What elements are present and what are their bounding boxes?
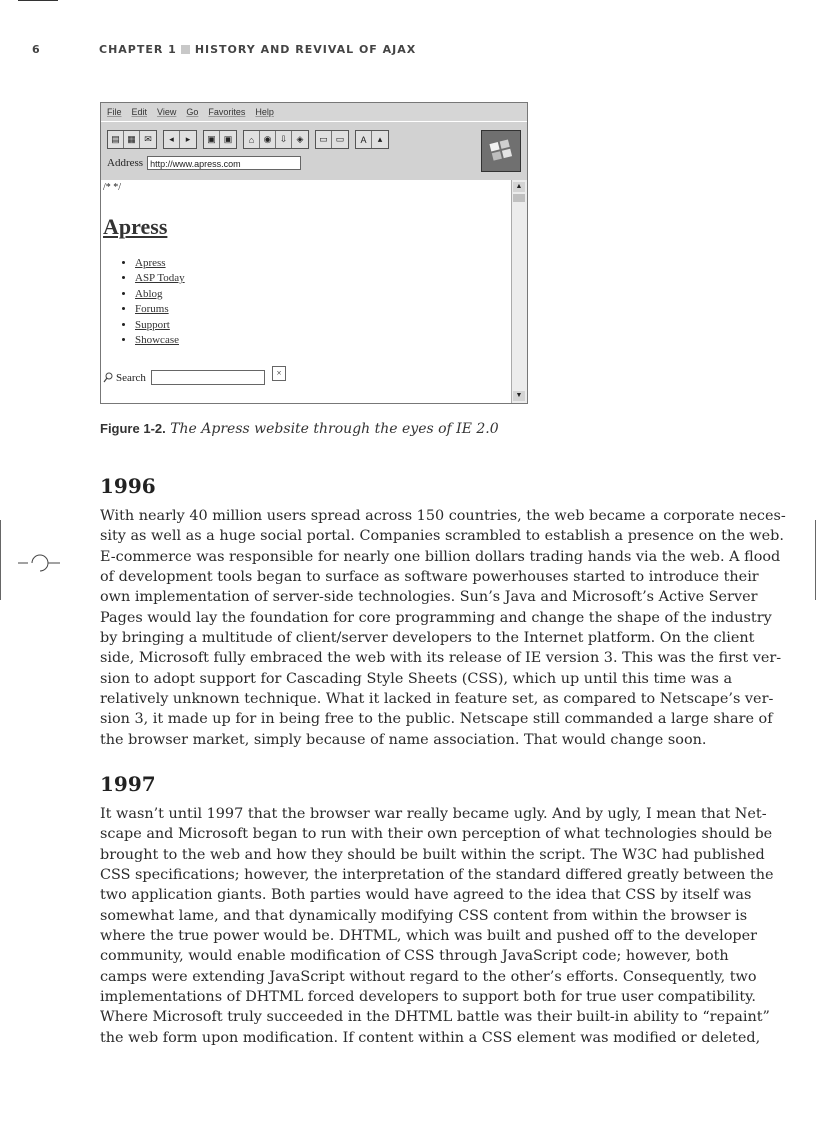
download-icon: ⇩ — [276, 131, 292, 148]
text-line: camps were extending JavaScript without regard to the other’s efforts. Consequently, two — [100, 968, 757, 985]
file-button-group — [107, 130, 157, 149]
chapter-heading — [99, 43, 416, 56]
address-label: Address — [107, 157, 144, 169]
site-links — [121, 256, 185, 348]
link-apress: Apress — [135, 257, 166, 269]
menu-item-help: Help — [255, 107, 274, 117]
caption-text: The Apress website through the eyes of IE 2.0 — [170, 421, 499, 437]
page-content — [101, 180, 511, 403]
section-body-1997 — [100, 804, 774, 1048]
menu-bar — [101, 103, 527, 121]
scroll-thumb — [513, 194, 525, 202]
forward-icon: ▸ — [185, 134, 191, 144]
list-item — [135, 302, 185, 317]
text-line: sion to adopt support for Cascading Style Sheets (CSS), which up until this time was a — [100, 670, 733, 687]
text-line: sity as well as a huge social portal. Companies scrambled to establish a presence on the web. — [100, 528, 784, 545]
favorites-icon: ◈ — [296, 134, 304, 144]
text-line: somewhat lame, and that dynamically modifying CSS content from within the browser is — [100, 907, 748, 924]
font-size-small-icon: ▴ — [377, 134, 383, 144]
link-ablog: Ablog — [135, 287, 163, 300]
chapter-label: CHAPTER 1 — [99, 43, 177, 56]
edit-button-group — [315, 130, 349, 149]
list-item — [135, 333, 185, 348]
text-line: sion 3, it made up for in being free to the public. Netscape still commanded a large share of — [100, 711, 773, 728]
browser-screenshot — [100, 102, 528, 404]
page-number: 6 — [32, 43, 41, 56]
search-icon: ◉ — [260, 131, 276, 148]
windows-logo-icon — [481, 130, 521, 172]
figure-caption — [100, 421, 499, 437]
home-icon: ⌂ — [244, 131, 260, 148]
back-icon: ◂ — [164, 131, 180, 148]
crop-mark-top — [18, 0, 58, 1]
list-item — [135, 271, 185, 286]
font-size-icon: A — [356, 131, 372, 148]
print-icon: ▦ — [124, 131, 140, 148]
text-line: the browser market, simply because of name association. That would change soon. — [100, 731, 707, 748]
list-item — [135, 256, 185, 271]
toolbar — [101, 121, 527, 181]
stop-icon: ▣ — [204, 131, 220, 148]
link-forums: Forums — [135, 303, 169, 316]
text-line: It wasn’t until 1997 that the browser war really became ugly. And by ugly, I mean that Net- — [100, 806, 767, 822]
magnifier-icon — [103, 372, 113, 383]
separator-square-icon — [181, 45, 190, 54]
font-button-group — [355, 130, 389, 149]
text-line: brought to the web and how they should be built within the script. The W3C had published — [100, 846, 765, 863]
link-support: Support — [135, 318, 170, 331]
scroll-up-icon: ▲ — [513, 182, 525, 192]
text-line: of development tools began to surface as software powerhouses started to introduce their — [100, 569, 759, 586]
menu-item-favorites: Favorites — [208, 107, 246, 117]
registration-mark-icon — [18, 548, 60, 578]
caption-label: Figure 1-2. — [100, 421, 166, 436]
nav-button-group — [163, 130, 197, 149]
search-label: Search — [116, 371, 146, 384]
text-line: own implementation of server-side technologies. Sun’s Java and Microsoft’s Active Server — [100, 589, 758, 606]
link-asp-today: ASP Today — [135, 272, 185, 285]
paste-icon: ▭ — [335, 134, 345, 144]
broken-image-icon: × — [272, 366, 286, 381]
section-body-1996 — [100, 506, 786, 750]
tools-button-group — [243, 130, 309, 149]
refresh-icon: ▣ — [223, 134, 233, 144]
search-input — [151, 370, 265, 385]
text-line: scape and Microsoft began to run with their own perception of what technologies should be — [100, 826, 773, 843]
text-line: Pages would lay the foundation for core programming and change the shape of the industry — [100, 609, 772, 626]
mail-icon: ✉ — [144, 134, 152, 144]
menu-item-file: File — [107, 107, 122, 117]
copy-icon: ▭ — [316, 131, 332, 148]
list-item — [135, 287, 185, 302]
text-line: community, would enable modification of CSS through JavaScript code; however, both — [100, 948, 729, 965]
text-line: Where Microsoft truly succeeded in the DHTML battle was their built-in ability to “repaint” — [100, 1009, 770, 1026]
chapter-title: HISTORY AND REVIVAL OF AJAX — [194, 43, 417, 56]
section-heading-1997: 1997 — [100, 772, 156, 796]
text-line: side, Microsoft fully embraced the web with its release of IE version 3. This was the first ver- — [100, 650, 782, 667]
address-input: http://www.apress.com — [147, 156, 301, 170]
scroll-down-icon: ▼ — [513, 391, 525, 401]
open-icon: ▤ — [108, 131, 124, 148]
list-item — [135, 318, 185, 333]
text-line: where the true power would be. DHTML, which was built and pushed off to the developer — [100, 928, 757, 945]
text-line: relatively unknown technique. What it lacked in feature set, as compared to Netscape’s ver- — [100, 691, 774, 708]
text-line: two application giants. Both parties would have agreed to the idea that CSS by itself was — [100, 887, 752, 904]
link-showcase: Showcase — [135, 333, 179, 346]
text-line: the web form upon modification. If content within a CSS element was modified or deleted, — [100, 1029, 761, 1046]
site-title: Apress — [103, 214, 168, 239]
section-heading-1996: 1996 — [100, 474, 156, 498]
text-line: CSS specifications; however, the interpretation of the standard differed greatly between the — [100, 867, 774, 884]
crop-mark-left — [0, 520, 1, 600]
page-button-group — [203, 130, 237, 149]
scrollbar — [511, 180, 527, 403]
search-row — [103, 370, 265, 385]
text-line: implementations of DHTML forced developers to support both for true user compatibility. — [100, 989, 756, 1006]
style-comment: /* */ — [103, 182, 122, 193]
toolbar-buttons — [107, 130, 389, 149]
running-head — [32, 43, 752, 59]
text-line: by bringing a multitude of client/server developers to the Internet platform. On the client — [100, 630, 755, 647]
menu-item-view: View — [157, 107, 177, 117]
menu-item-go: Go — [186, 107, 199, 117]
address-bar — [107, 156, 301, 170]
text-line: With nearly 40 million users spread across 150 countries, the web became a corporate neces- — [100, 508, 786, 524]
text-line: E-commerce was responsible for nearly one billion dollars trading hands via the web. A flood — [100, 548, 781, 565]
menu-item-edit: Edit — [131, 107, 148, 117]
